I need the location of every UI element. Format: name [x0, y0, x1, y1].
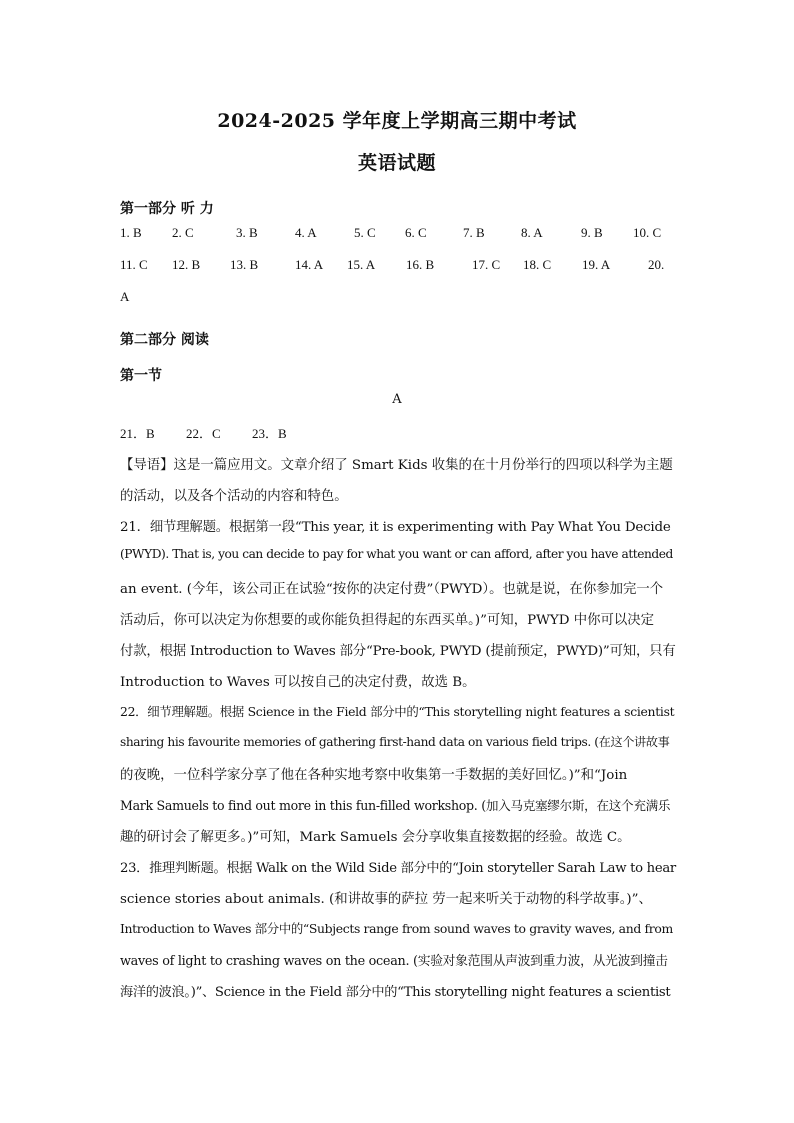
text-line: (PWYD). That is, you can decide to pay for what you want or can afford, after you have attended — [120, 547, 673, 561]
text-line: science stories about animals. (和讲故事的萨拉 劳一起来听关于动物的科学故事。)”、 — [120, 892, 652, 907]
part1-heading: 第一部分 听 力 — [120, 201, 214, 217]
answer-21: 21．B — [120, 426, 155, 441]
answer-20-number: 20. — [648, 257, 665, 272]
passage-label: A — [392, 392, 402, 407]
answer-11: 11. C — [120, 257, 148, 272]
text-line: 海洋的波浪。)”、Science in the Field 部分中的“This storytelling night features a scientist — [120, 985, 671, 1000]
answer-1: 1. B — [120, 225, 142, 240]
answer-20-letter: A — [120, 289, 130, 304]
text-line: 23．推理判断题。根据 Walk on the Wild Side 部分中的“Join storyteller Sarah Law to hear — [120, 861, 676, 876]
answer-15: 15. A — [347, 257, 376, 272]
answer-14: 14. A — [295, 257, 324, 272]
answer-12: 12. B — [172, 257, 201, 272]
answer-5: 5. C — [354, 225, 376, 240]
text-line: 的夜晚，一位科学家分享了他在各种实地考察中收集第一手数据的美好回忆。)”和“Join — [120, 768, 628, 783]
text-line: Mark Samuels to find out more in this fun-filled workshop. (加入马克塞缪尔斯，在这个充满乐 — [120, 798, 671, 813]
answer-22: 22．C — [186, 426, 221, 441]
answer-6: 6. C — [405, 225, 427, 240]
answer-4: 4. A — [295, 225, 317, 240]
text-line: 【导语】这是一篇应用文。文章介绍了 Smart Kids 收集的在十月份举行的四项以科学为主题 — [120, 458, 673, 473]
answer-19: 19. A — [582, 257, 611, 272]
answer-23: 23．B — [252, 426, 287, 441]
text-line: sharing his favourite memories of gathering first-hand data on various field trips. (在这个讲故事 — [120, 735, 670, 749]
answer-8: 8. A — [521, 225, 543, 240]
text-line: Introduction to Waves 可以按自己的决定付费，故选 B。 — [120, 675, 476, 690]
answer-9: 9. B — [581, 225, 603, 240]
text-line: 付款，根据 Introduction to Waves 部分“Pre-book, PWYD (提前预定，PWYD)”可知，只有 — [120, 644, 676, 659]
exam-subtitle: 英语试题 — [357, 152, 436, 174]
text-line: waves of light to crashing waves on the ocean. (实验对象范围从声波到重力波，从光波到撞击 — [120, 954, 668, 969]
text-line: 趣的研讨会了解更多。)”可知，Mark Samuels 会分享收集直接数据的经验。故选 C。 — [120, 830, 631, 845]
text-line: 21．细节理解题。根据第一段“This year, it is experimenting with Pay What You Decide — [120, 520, 671, 535]
answer-18: 18. C — [523, 257, 552, 272]
text-line: an event. (今年，该公司正在试验“按你的决定付费”（PWYD）。也就是说，在你参加完一个 — [120, 582, 664, 597]
answer-7: 7. B — [463, 225, 485, 240]
exam-title: 2024-2025 学年度上学期高三期中考试 — [217, 110, 577, 132]
section-heading: 第一节 — [120, 368, 162, 384]
answer-3: 3. B — [236, 225, 258, 240]
text-line: 22．细节理解题。根据 Science in the Field 部分中的“This storytelling night features a scientist — [120, 704, 675, 719]
answer-2: 2. C — [172, 225, 194, 240]
answer-13: 13. B — [230, 257, 259, 272]
answer-16: 16. B — [406, 257, 435, 272]
text-line: Introduction to Waves 部分中的“Subjects range from sound waves to gravity waves, and from — [120, 921, 673, 936]
part2-heading: 第二部分 阅读 — [120, 332, 209, 348]
text-line: 活动后，你可以决定为你想要的或你能负担得起的东西买单。)”可知，PWYD 中你可以决定 — [120, 613, 655, 628]
answer-17: 17. C — [472, 257, 501, 272]
text-line: 的活动，以及各个活动的内容和特色。 — [120, 489, 348, 504]
answer-10: 10. C — [633, 225, 662, 240]
